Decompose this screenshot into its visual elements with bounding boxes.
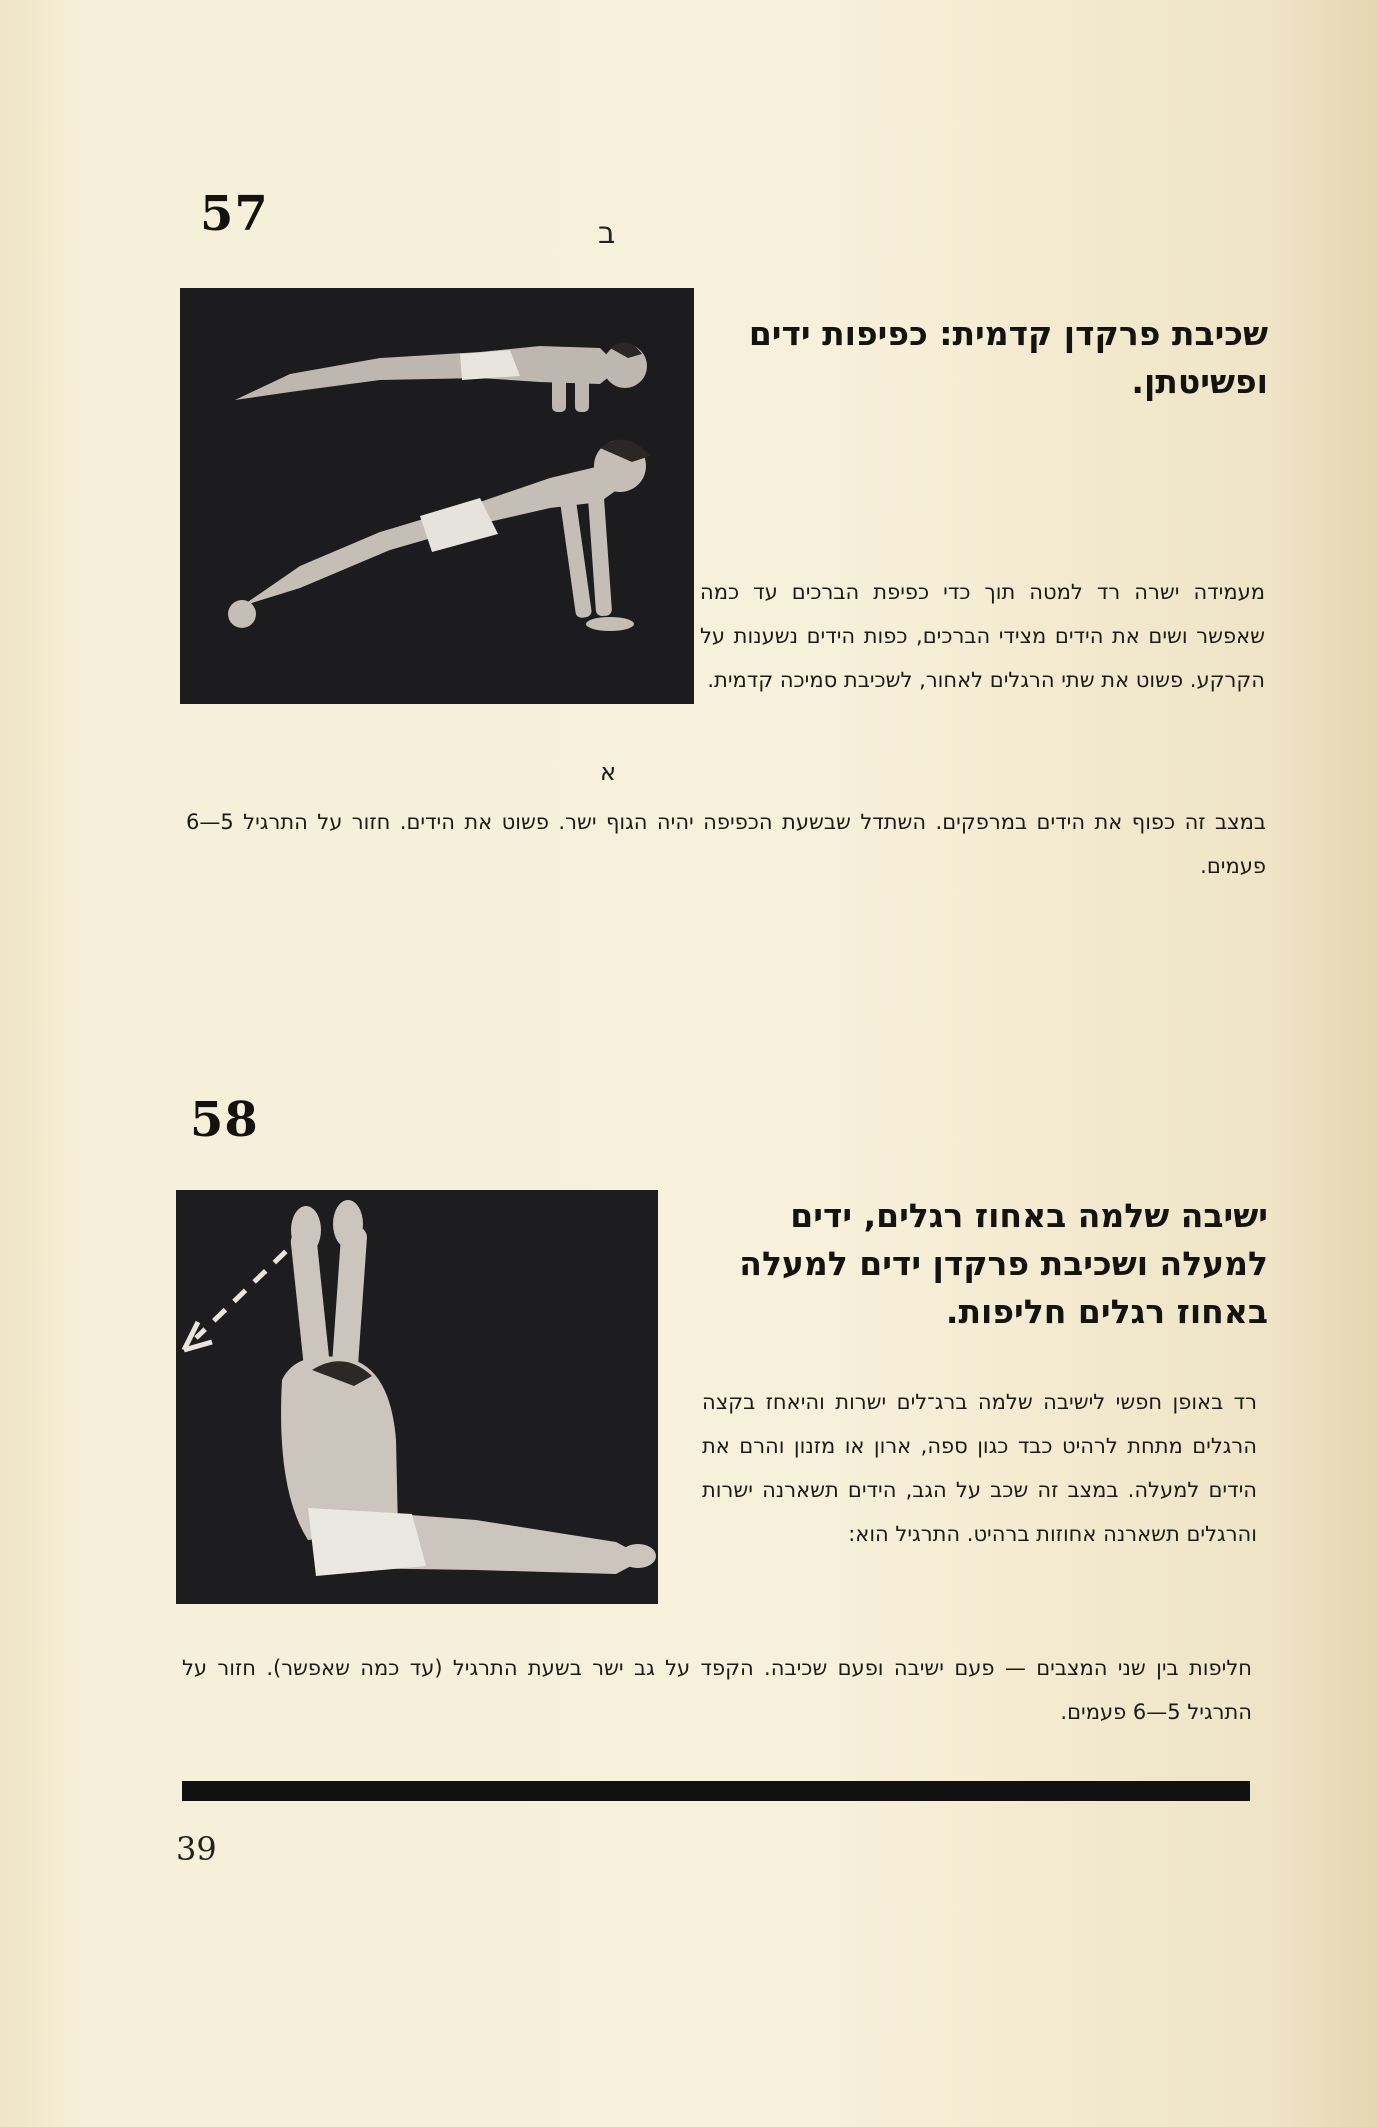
figure-label-alef: א [600,758,617,786]
pushup-illustration [180,288,694,704]
exercise-number-58: 58 [190,1092,259,1148]
exercise-57-body-narrow: מעמידה ישרה רד למטה תוך כדי כפיפת הברכים עד כמה שאפשר ושים את הידים מצידי הברכים, כפות הידים נשענות על הקרקע. פשוט את שתי הרגלים לאחור, לשכיבת סמיכה קדמית. [700,580,1265,692]
pushup-photo [180,288,694,704]
sit-up-illustration [176,1190,658,1604]
exercise-58-body-narrow: רד באופן חפשי לישיבה שלמה ברג־לים ישרות והיאחז בקצה הרגלים מתחת לרהיט כבד כגון ספה, ארון או מזנון והרם את הידים למעלה. במצב זה שכב על הגב, הידים תשארנה ישרות והרגלים תשארנה אחוזות ברהיט. התרגיל הוא: [702,1390,1257,1546]
section-letter: ב [598,216,616,251]
section-divider-rule [182,1781,1250,1801]
exercise-58-title: ישיבה שלמה באחוז רגלים, ידים למעלה ושכיבת פרקדן ידים למעלה באחוז רגלים חליפות. [739,1196,1268,1331]
exercise-number-57: 57 [200,186,269,242]
exercise-58-body-wide: חליפות בין שני המצבים — פעם ישיבה ופעם שכיבה. הקפד על גב ישר בשעת התרגיל (עד כמה שאפשר). חזור על התרגיל 5—6 פעמים. [182,1656,1252,1724]
sit-up-photo [176,1190,658,1604]
page-number: 39 [176,1830,217,1868]
exercise-57-title: שכיבת פרקדן קדמית: כפיפות ידים ופשיטתן. [748,314,1268,401]
exercise-57-body-wide: במצב זה כפוף את הידים במרפקים. השתדל שבשעת הכפיפה יהיה הגוף ישר. פשוט את הידים. חזור על התרגיל 5—6 פעמים. [186,810,1266,878]
